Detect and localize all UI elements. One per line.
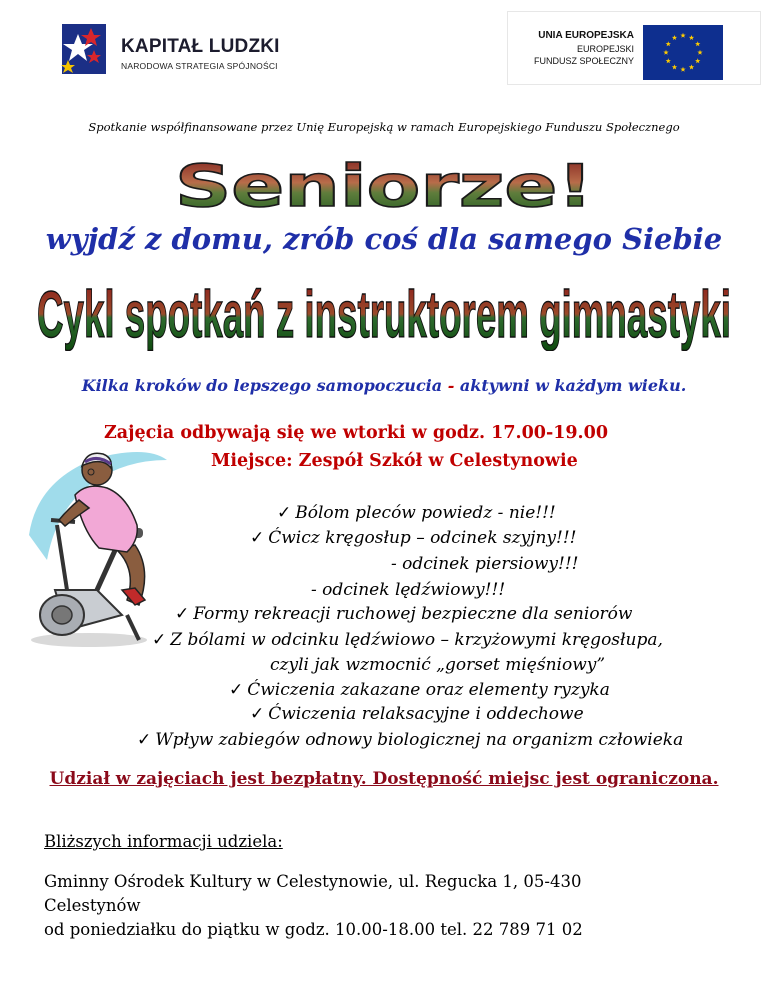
subheading-part1: Kilka kroków do lepszego samopoczucia (81, 376, 448, 395)
kapital-ludzki-emblem-icon (58, 20, 114, 78)
contact-line-2: Celestynów (44, 896, 141, 915)
eu-fund-name (534, 43, 634, 67)
topic-text: Z bólami w odcinku lędźwiowo – krzyżowymi kręgosłupa, (170, 630, 663, 650)
contact-line-1: Gminny Ośrodek Kultury w Celestynowie, ul. Regucka 1, 05-430 (44, 872, 582, 891)
tagline: wyjdź z domu, zrób coś dla samego Siebie (45, 222, 723, 256)
checkmark-icon: ✓ (229, 680, 244, 700)
subheading-part2: aktywni w każdym wieku. (454, 376, 687, 395)
eu-fund-line2: FUNDUSZ SPOŁECZNY (533, 56, 634, 66)
topic-text: czyli jak wzmocnić „gorset mięśniowy” (270, 655, 606, 675)
checkmark-icon: ✓ (277, 503, 292, 523)
checkmark-icon: ✓ (137, 730, 152, 750)
eu-flag-icon (643, 25, 723, 80)
topic-item-continuation (391, 554, 579, 574)
topic-text: Bólom pleców powiedz - nie!!! (295, 503, 556, 523)
topic-text: Ćwiczenia zakazane oraz elementy ryzyka (247, 680, 610, 700)
topic-item (250, 704, 584, 724)
schedule-location: Miejsce: Zespół Szkół w Celestynowie (211, 451, 578, 471)
eu-title: UNIA EUROPEJSKA (538, 30, 634, 41)
checkmark-icon: ✓ (175, 604, 190, 624)
checkmark-icon: ✓ (152, 630, 167, 650)
seniorze-text: Seniorze! (175, 152, 593, 219)
subheading-dash: - (447, 376, 455, 395)
schedule-time: Zajęcia odbywają się we wtorki w godz. 17.00-19.00 (104, 423, 609, 443)
topic-item (229, 680, 610, 700)
kapital-ludzki-name: KAPITAŁ LUDZKI (121, 36, 280, 57)
contact-line-3: od poniedziałku do piątku w godz. 10.00-18.00 tel. 22 789 71 02 (44, 920, 583, 939)
topic-item-continuation (270, 655, 605, 675)
topic-text: - odcinek lędźwiowy!!! (311, 580, 506, 600)
topic-item (250, 528, 577, 548)
contact-heading: Bliższych informacji udziela: (44, 832, 283, 851)
topic-item (152, 630, 663, 650)
free-participation-notice: Udział w zajęciach jest bezpłatny. Dostępność miejsc jest ograniczona. (49, 769, 719, 789)
cofinanced-note: Spotkanie współfinansowane przez Unię Europejską w ramach Europejskiego Funduszu Społecznego (88, 120, 680, 134)
topic-text: Formy rekreacji ruchowej bezpieczne dla seniorów (193, 604, 633, 624)
kapital-ludzki-logo (58, 20, 298, 90)
kapital-ludzki-subtitle: NARODOWA STRATEGIA SPÓJNOŚCI (121, 61, 278, 71)
exercise-bike-senior-icon (27, 440, 177, 650)
topic-item (175, 604, 632, 624)
topic-item (137, 730, 683, 750)
eu-fund-line1: EUROPEJSKI (576, 44, 634, 54)
topic-text: Ćwiczenia relaksacyjne i oddechowe (268, 704, 584, 724)
checkmark-icon: ✓ (250, 528, 265, 548)
checkmark-icon: ✓ (250, 704, 265, 724)
cykl-text: Cykl spotkań z instruktorem gimnastyki (37, 277, 731, 351)
topic-text: - odcinek piersiowy!!! (391, 554, 579, 574)
topic-text: Wpływ zabiegów odnowy biologicznej na organizm człowieka (155, 730, 684, 750)
cykl-wordart (34, 273, 734, 351)
topic-item-continuation (311, 580, 505, 600)
topic-item (277, 503, 556, 523)
eu-logo (507, 11, 761, 85)
subheading (0, 376, 768, 395)
topic-text: Ćwicz kręgosłup – odcinek szyjny!!! (268, 528, 577, 548)
seniorze-wordart (170, 151, 598, 219)
